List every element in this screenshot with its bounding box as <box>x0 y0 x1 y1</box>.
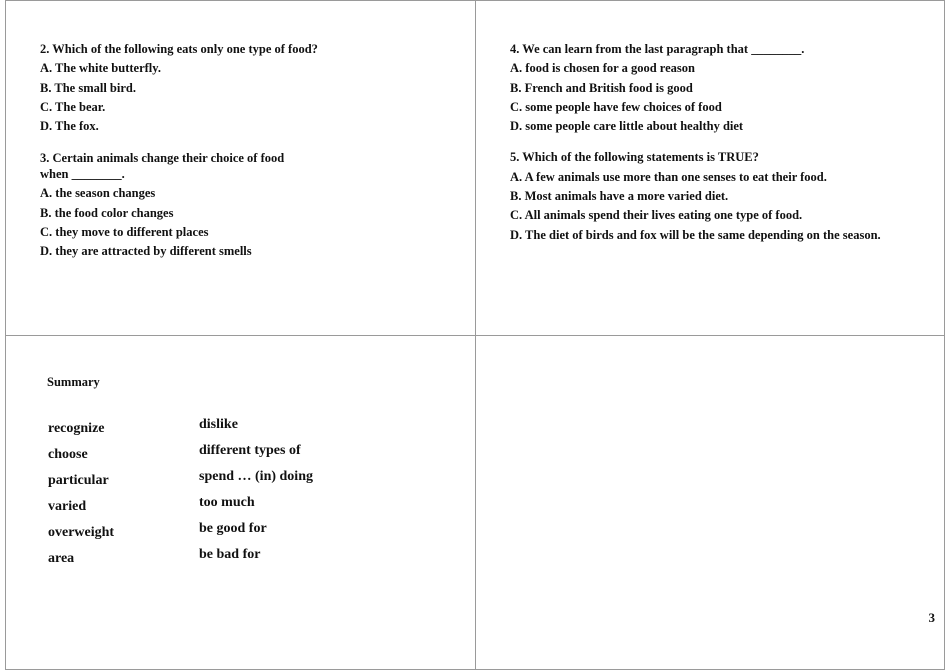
vocab-word: recognize <box>48 421 105 436</box>
option-d: D. The diet of birds and fox will be the same depending on the season. <box>510 227 881 242</box>
option-d: D. The fox. <box>40 119 99 134</box>
option-a: A. The white butterfly. <box>40 61 161 76</box>
vocab-word: varied <box>48 499 87 514</box>
question-5 <box>510 148 935 244</box>
question-4 <box>510 40 935 136</box>
vocab-word: area <box>48 551 75 566</box>
vocab-phrase: too much <box>199 495 255 510</box>
slide-bottom-left <box>45 375 465 583</box>
option-c: C. some people have few choices of food <box>510 99 722 114</box>
vocab-phrase: different types of <box>199 443 301 458</box>
question-3-options <box>40 184 460 261</box>
vocabulary-column-1 <box>48 416 114 572</box>
summary-title: Summary <box>47 375 100 389</box>
option-d: D. some people care little about healthy diet <box>510 119 744 134</box>
vocab-phrase: be bad for <box>199 547 261 562</box>
question-stem-continued: when ________. <box>40 167 125 182</box>
option-c: C. All animals spend their lives eating one type of food. <box>510 208 803 223</box>
vocab-word: particular <box>48 473 109 488</box>
question-stem: 4. We can learn from the last paragraph that ________. <box>510 42 805 56</box>
question-stem: 5. Which of the following statements is TRUE? <box>510 150 759 165</box>
question-3 <box>40 150 460 182</box>
question-stem: 2. Which of the following eats only one type of food? <box>40 42 318 56</box>
vocab-phrase: dislike <box>199 417 238 432</box>
option-b: B. The small bird. <box>40 80 136 95</box>
vocabulary-column-2 <box>199 412 313 568</box>
slide-top-right <box>510 40 935 245</box>
vocab-word: choose <box>48 447 88 462</box>
question-stem: 3. Certain animals change their choice of food <box>40 151 285 166</box>
option-c: C. The bear. <box>40 99 106 114</box>
option-b: B. French and British food is good <box>510 80 693 95</box>
option-d: D. they are attracted by different smells <box>40 244 252 259</box>
option-a: A. A few animals use more than one senses to eat their food. <box>510 169 827 184</box>
option-a: A. the season changes <box>40 186 156 201</box>
option-b: B. the food color changes <box>40 205 174 220</box>
option-c: C. they move to different places <box>40 225 209 240</box>
option-a: A. food is chosen for a good reason <box>510 61 695 76</box>
question-2 <box>40 40 460 136</box>
slide-bottom-right <box>476 336 944 669</box>
vocab-word: overweight <box>48 525 115 540</box>
page-number: 3 <box>928 610 935 625</box>
option-b: B. Most animals have a more varied diet. <box>510 189 729 204</box>
slide-top-left <box>40 40 460 262</box>
vocab-phrase: be good for <box>199 521 267 536</box>
vocabulary-list <box>45 413 465 583</box>
vocab-phrase: spend … (in) doing <box>199 469 313 484</box>
